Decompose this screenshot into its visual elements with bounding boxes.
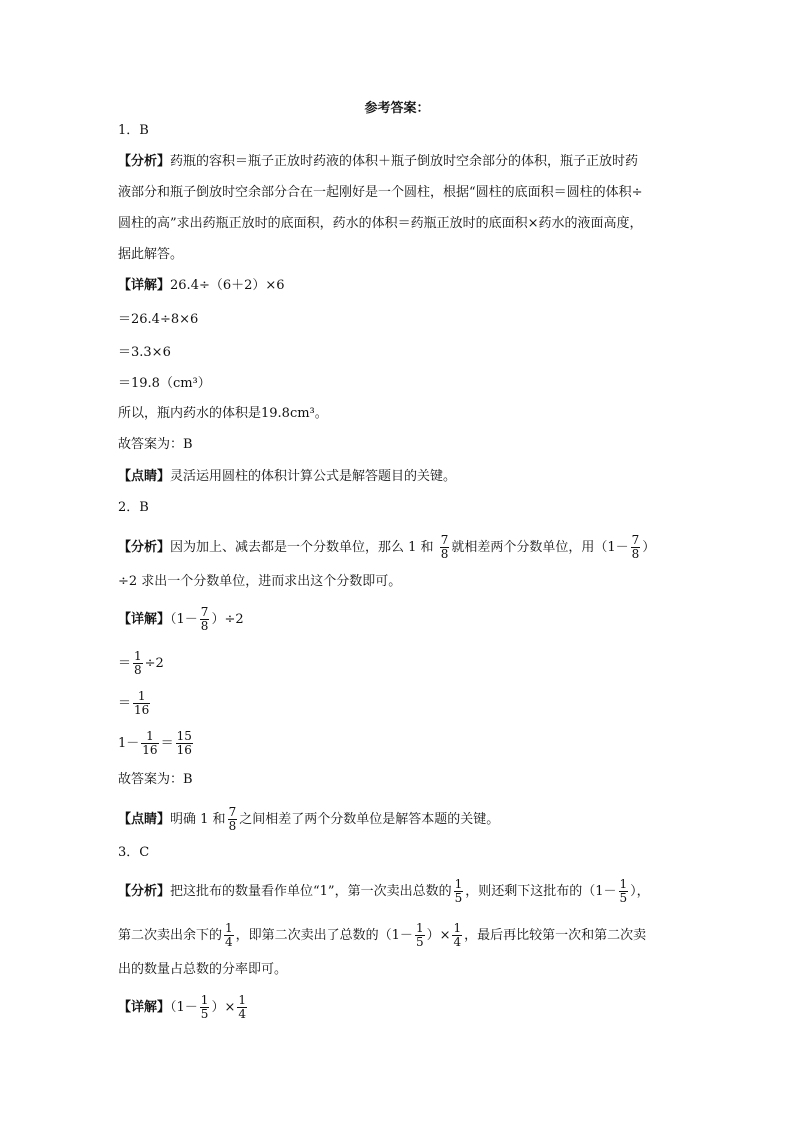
- q1-answer: 故答案为：B: [118, 437, 193, 452]
- q2-detail-line-4: 1－ $\frac{1}{16}$ ＝ $\frac{15}{16}$: [118, 729, 192, 757]
- q1-detail-line-4: ＝19.8（cm³）: [118, 376, 211, 391]
- fraction-1-4: $\frac{1}{4}$: [453, 921, 462, 949]
- q2-detail-line-3: ＝ $\frac{1}{16}$: [118, 689, 150, 717]
- comment-tag: 【点睛】: [118, 812, 171, 827]
- detail-tag: 【详解】: [118, 612, 171, 627]
- fraction-1-4: $\frac{1}{4}$: [225, 921, 233, 949]
- fraction-1-5: $\frac{1}{5}$: [619, 877, 628, 905]
- q1-analysis-line-3: 圆柱的高”求出药瓶正放时的底面积，药水的体积＝药瓶正放时的底面积×药水的液面高度，: [118, 216, 643, 231]
- analysis-tag: 【分析】: [118, 884, 171, 899]
- analysis-text: 药瓶的容积＝瓶子正放时药液的体积＋瓶子倒放时空余部分的体积，瓶子正放时药: [170, 154, 639, 169]
- fraction-1-5: $\frac{1}{5}$: [415, 921, 424, 949]
- q3-detail-line-1: 【详解】（1－ $\frac{1}{5}$ ）× $\frac{1}{4}$: [118, 993, 246, 1021]
- fraction-7-8: $\frac{7}{8}$: [440, 533, 449, 561]
- q1-comment: [118, 467, 456, 487]
- detail-text: 26.4÷（6＋2）×6: [170, 278, 285, 293]
- analysis-tag: 【分析】: [118, 154, 171, 169]
- q1-detail-line-1: [118, 276, 285, 296]
- q3-number: 3．C: [118, 845, 150, 860]
- fraction-7-8: $\frac{7}{8}$: [200, 605, 209, 633]
- q3-analysis-line-2: 第二次卖出余下的 $\frac{1}{4}$ ，即第二次卖出了总数的（1－ $\frac{1}{5}$ ）× $\frac{1}{4}$ ，最后再比较第一次和第二次卖: [118, 921, 647, 949]
- q3-analysis-line-1: 【分析】把这批布的数量看作单位“1”，第一次卖出总数的 $\frac{1}{5}$ ，则还剩下这批布的（1－ $\frac{1}{5}$ ），: [118, 877, 650, 905]
- q2-detail-line-2: ＝ $\frac{1}{8}$ ÷2: [118, 649, 164, 677]
- fraction-7-8: $\frac{7}{8}$: [631, 533, 640, 561]
- fraction-7-8: $\frac{7}{8}$: [228, 805, 237, 833]
- fraction-1-4: $\frac{1}{4}$: [238, 993, 246, 1021]
- q1-detail-line-3: ＝3.3×6: [118, 345, 171, 360]
- analysis-text: 因为加上、减去都是一个分数单位，那么 1 和: [170, 540, 434, 555]
- page-title: 参考答案：: [364, 101, 430, 116]
- fraction-15-16: $\frac{15}{16}$: [176, 729, 192, 757]
- q2-answer: 故答案为：B: [118, 772, 193, 787]
- q1-analysis-line-2: 液部分和瓶子倒放时空余部分合在一起刚好是一个圆柱，根据“圆柱的底面积＝圆柱的体积÷: [118, 185, 643, 200]
- q2-analysis-line-1: 【分析】因为加上、减去都是一个分数单位，那么 1 和 $\frac{7}{8}$ 就相差两个分数单位，用（1－ $\frac{7}{8}$ ）: [118, 533, 656, 561]
- detail-tag: 【详解】: [118, 1000, 171, 1015]
- comment-text: 灵活运用圆柱的体积计算公式是解答题目的关键。: [170, 469, 457, 484]
- detail-tag: 【详解】: [118, 278, 171, 293]
- q1-number: 1．B: [118, 123, 149, 138]
- q3-analysis-line-3: 出的数量占总数的分率即可。: [118, 962, 288, 977]
- analysis-tag: 【分析】: [118, 540, 171, 555]
- q1-detail-line-2: ＝26.4÷8×6: [118, 312, 199, 327]
- fraction-1-16: $\frac{1}{16}$: [134, 689, 150, 717]
- q1-analysis-line-4: 据此解答。: [118, 247, 184, 262]
- fraction-1-5: $\frac{1}{5}$: [454, 877, 463, 905]
- q2-detail-line-1: 【详解】（1－ $\frac{7}{8}$ ）÷2: [118, 605, 244, 633]
- q1-analysis-line-1: [118, 152, 638, 172]
- fraction-1-16: $\frac{1}{16}$: [142, 729, 158, 757]
- q2-number: 2．B: [118, 500, 149, 515]
- comment-tag: 【点睛】: [118, 469, 171, 484]
- fraction-1-8: $\frac{1}{8}$: [134, 649, 142, 677]
- q2-comment: 【点睛】明确 1 和 $\frac{7}{8}$ 之间相差了两个分数单位是解答本题的关键。: [118, 805, 500, 833]
- q1-conclusion: 所以，瓶内药水的体积是19.8cm³。: [118, 406, 328, 421]
- fraction-1-5: $\frac{1}{5}$: [200, 993, 209, 1021]
- q2-analysis-line-2: ÷2 求出一个分数单位，进而求出这个分数即可。: [118, 574, 402, 589]
